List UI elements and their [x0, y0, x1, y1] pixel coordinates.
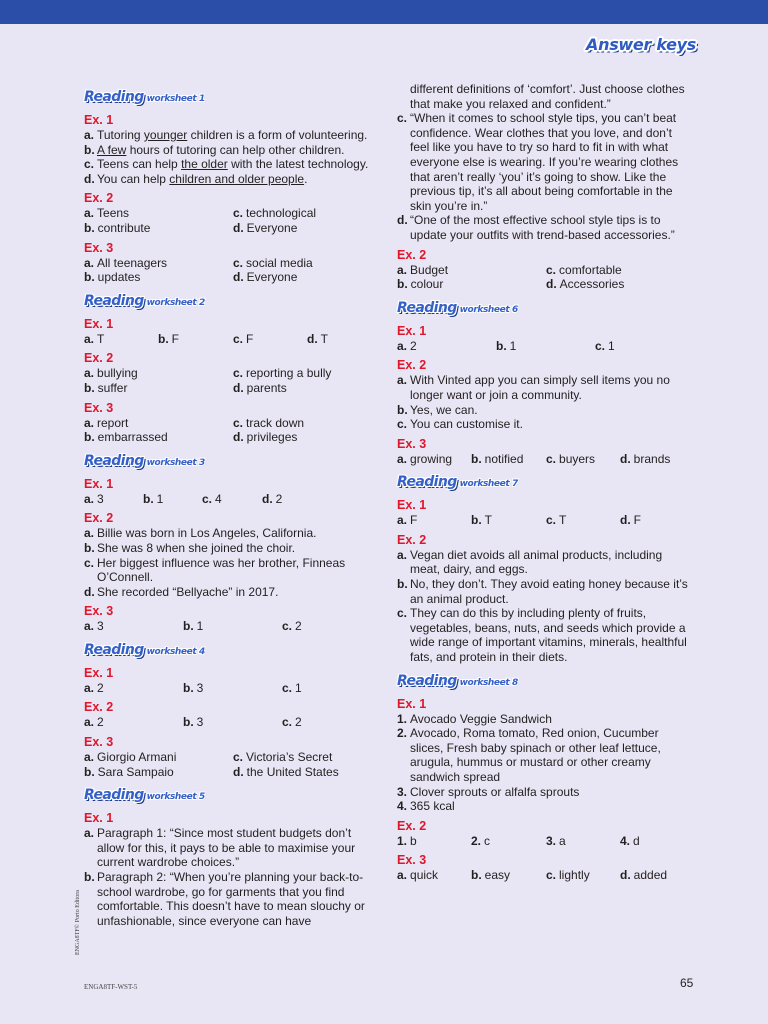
exercise-label: Ex. 3	[397, 853, 427, 868]
exercise-label: Ex. 1	[84, 476, 114, 491]
answer-grid-row: a. 3 b. 1 c. 2	[84, 619, 302, 634]
exercise-label: Ex. 2	[397, 818, 427, 833]
answer-line: 4. 365 kcal	[397, 799, 455, 814]
answer-grid-row: a. bullying c. reporting a bully	[84, 366, 332, 381]
answer-line: b. She was 8 when she joined the choir.	[84, 540, 296, 555]
exercise-label: Ex. 1	[397, 323, 427, 338]
answer-grid-row: a. growing b. notified c. buyers d. brands	[397, 451, 671, 466]
answer-line: c. You can customise it.	[397, 417, 523, 432]
answer-line: a. With Vinted app you can simply sell items you no longer want or join a community.	[397, 373, 670, 402]
exercise-label: Ex. 2	[84, 351, 114, 366]
answer-line: 1. Avocado Veggie Sandwich	[397, 711, 552, 726]
worksheet-8-heading: Reading worksheet 8	[397, 672, 518, 689]
exercise-label: Ex. 1	[84, 113, 114, 127]
answer-grid-row: b. updates d. Everyone	[84, 270, 298, 285]
answer-line: a. Tutoring younger children is a form of volunteering.	[84, 128, 368, 142]
exercise-label: Ex. 1	[84, 316, 114, 331]
worksheet-5-heading: Reading worksheet 5	[84, 787, 205, 804]
answer-line: 2. Avocado, Roma tomato, Red onion, Cucumber slices, Fresh baby spinach or other leaf lettuce, arugula, hummus or mustard or other creamy sandwich spread	[397, 726, 661, 784]
worksheet-1-heading: Reading worksheet 1	[84, 89, 205, 105]
answer-grid-row: a. 2 b. 3 c. 2	[84, 715, 302, 730]
answer-grid-row: a. 3 b. 1 c. 4 d. 2	[84, 491, 283, 506]
exercise-label: Ex. 3	[84, 735, 114, 750]
answer-line: a. Paragraph 1: “Since most student budgets don’t allow for this, it pays to be able to maximise your current wardrobe choices.”	[84, 826, 356, 870]
footer-code: ENGA8TF-WST-5	[84, 983, 138, 991]
exercise-label: Ex. 2	[84, 511, 114, 526]
edition-note: ENGA8TF© Porto Editora	[75, 890, 81, 955]
exercise-label: Ex. 1	[397, 696, 427, 711]
exercise-label: Ex. 2	[84, 700, 114, 715]
answer-line: d. “One of the most effective school style tips is to update your outfits with trend-based accessories.”	[397, 213, 675, 242]
exercise-label: Ex. 3	[84, 604, 114, 619]
answer-grid-row: a. Budget c. comfortable	[397, 262, 622, 277]
answer-grid-row: 1. b 2. c 3. a 4. d	[397, 833, 640, 848]
answer-line: c. Teens can help the older with the latest technology.	[84, 157, 369, 172]
exercise-label: Ex. 1	[84, 811, 114, 826]
answer-grid-row: a. T b. F c. F d. T	[84, 331, 329, 346]
worksheet-4-heading: Reading worksheet 4	[84, 641, 205, 658]
page-title: Answer keys	[586, 35, 696, 54]
answer-grid-row: a. quick b. easy c. lightly d. added	[397, 868, 668, 883]
exercise-label: Ex. 1	[397, 498, 427, 513]
answer-line: c. “When it comes to school style tips, you can’t beat confidence. Wear clothes that you love, and don’t feel like you have to try so hard to fit in with what everyone else is wearing. If you’re wearing clothes that aren’t really ‘you’ it’s going to show. Like the previous tip, it’s all about being comfortable in the skin you’re in.”	[397, 111, 679, 213]
worksheet-2-heading: Reading worksheet 2	[84, 292, 205, 309]
answer-grid-row: a. report c. track down	[84, 415, 305, 430]
answer-line-continued: different definitions of ‘comfort’. Just choose clothes that make you relaxed and confident.”	[410, 82, 685, 111]
answer-line: d. She recorded “Bellyache” in 2017.	[84, 584, 279, 599]
exercise-label: Ex. 2	[397, 358, 427, 373]
answer-line: a. Vegan diet avoids all animal products, including meat, dairy, and eggs.	[397, 547, 663, 577]
worksheet-7-heading: Reading worksheet 7	[397, 474, 518, 491]
answer-line: a. Billie was born in Los Angeles, California.	[84, 526, 317, 541]
answer-line: b. No, they don’t. They avoid eating honey because it’s an animal product.	[397, 577, 688, 606]
answer-grid-row: a. All teenagers c. social media	[84, 255, 313, 270]
worksheet-6-heading: Reading worksheet 6	[397, 299, 518, 316]
left-column	[84, 84, 384, 928]
exercise-label: Ex. 2	[397, 247, 427, 262]
right-column	[397, 82, 697, 883]
answer-grid-row: a. Teens c. technological	[84, 206, 317, 221]
page-number: 65	[680, 976, 694, 990]
answer-grid-row: a. 2 b. 1 c. 1	[397, 338, 615, 353]
exercise-label: Ex. 2	[397, 532, 427, 547]
answer-line: c. They can do this by including plenty of fruits, vegetables, beans, nuts, and seeds which provide a wide range of important vitamins, minerals, healthful fats, and protein in their diets.	[397, 606, 687, 665]
answer-line: c. Her biggest influence was her brother, Finneas O’Connell.	[84, 555, 346, 585]
answer-grid-row: a. Giorgio Armani c. Victoria’s Secret	[84, 750, 333, 765]
exercise-label: Ex. 3	[84, 240, 114, 255]
answer-grid-row: b. embarrassed d. privileges	[84, 430, 298, 445]
exercise-label: Ex. 1	[84, 665, 114, 680]
exercise-label: Ex. 3	[397, 436, 427, 451]
worksheet-3-heading: Reading worksheet 3	[84, 452, 205, 469]
answer-grid-row: a. F b. T c. T d. F	[397, 513, 642, 528]
top-banner	[0, 0, 768, 24]
answer-grid-row: b. Sara Sampaio d. the United States	[84, 764, 339, 779]
answer-grid-row: b. suffer d. parents	[84, 380, 287, 395]
answer-line: b. Paragraph 2: “When you’re planning your back-to-school wardrobe, go for garments that you find comfortable. This doesn’t have to mean slouchy or unfashionable, since everyone can have	[84, 870, 365, 928]
answer-grid-row: b. contribute d. Everyone	[84, 220, 298, 235]
answer-grid-row: a. 2 b. 3 c. 1	[84, 680, 302, 695]
answer-line: b. A few hours of tutoring can help other children.	[84, 142, 345, 157]
answer-line: 3. Clover sprouts or alfalfa sprouts	[397, 784, 580, 799]
answer-line: d. You can help children and older people.	[84, 171, 308, 186]
exercise-label: Ex. 2	[84, 191, 114, 206]
answer-line: b. Yes, we can.	[397, 402, 478, 417]
answer-grid-row: b. colour d. Accessories	[397, 277, 625, 292]
exercise-label: Ex. 3	[84, 400, 114, 415]
